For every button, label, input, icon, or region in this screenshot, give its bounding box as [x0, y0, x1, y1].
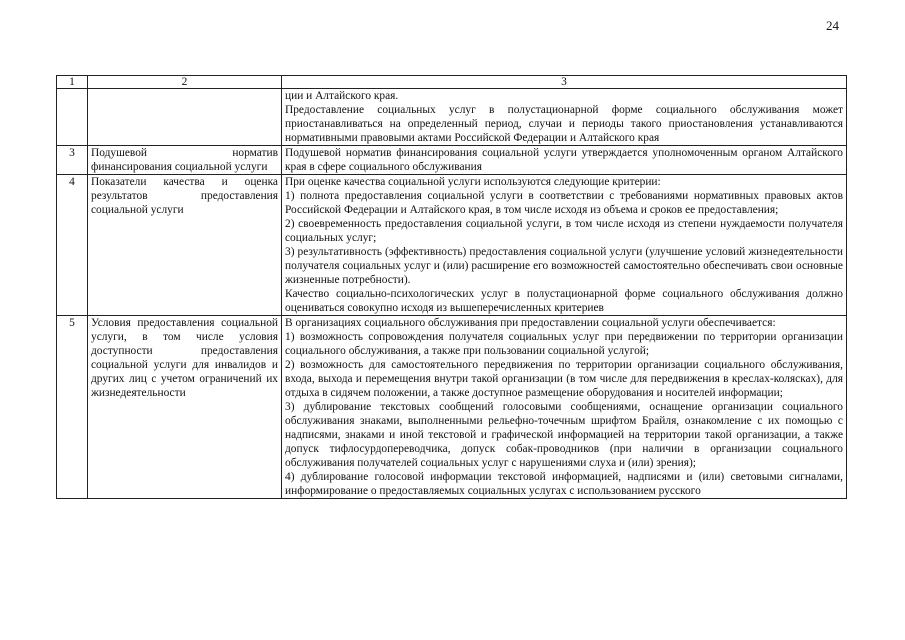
- row-name: Условия предоставления социальной услуги, в том числе условия доступности предоставления социальной услуги для инвалидов и других лиц с учетом ограничений их жизнедеятельности: [88, 316, 282, 499]
- row-number: 5: [57, 316, 88, 499]
- row-paragraph: 3) дублирование текстовых сообщений голосовыми сообщениями, оснащение организации социального обслуживания знаками, выполненными рельефно-точечным шрифтом Брайля, ознакомление с их помощью с надписями, знаками и иной текстовой и графической информацией на территории такой организации, а также допуск тифлосурдопереводчика, допуск собак-проводников (при наличии в организации социального обслуживания получателей социальных услуг с нарушениями слуха и (или) зрения);: [285, 401, 843, 469]
- header-cell-2: 2: [88, 76, 282, 89]
- table-row: [57, 146, 847, 175]
- row-number: 4: [57, 175, 88, 316]
- row-paragraph: 4) дублирование голосовой информации текстовой информацией, надписями и (или) световыми сигналами, информирование о предоставляемых социальных услугах с использованием русского: [285, 471, 843, 497]
- row-paragraph: 2) своевременность предоставления социальной услуги, в том числе исходя из степени нуждаемости получателя социальных услуг;: [285, 218, 843, 244]
- row-paragraph: 1) полнота предоставления социальной услуги в соответствии с требованиями нормативных правовых актов Российской Федерации и Алтайского края, в том числе исходя из объема и сроков ее предоставления;: [285, 190, 843, 216]
- header-cell-3: 3: [282, 76, 847, 89]
- row-paragraph: При оценке качества социальной услуги используются следующие критерии:: [285, 176, 661, 188]
- row-content: [282, 146, 847, 175]
- row-number: 3: [57, 146, 88, 175]
- row-name: Показатели качества и оценка результатов предоставления социальной услуги: [88, 175, 282, 316]
- row-paragraph: Качество социально-психологических услуг в полустационарной форме социального обслуживания должно оцениваться совокупно исходя из вышеперечисленных критериев: [285, 288, 843, 314]
- services-table: [56, 75, 847, 499]
- row-paragraph: Подушевой норматив финансирования социальной услуги утверждается уполномоченным органом Алтайского края в сфере социального обслуживания: [285, 147, 843, 173]
- table-row: [57, 316, 847, 499]
- row-content: [282, 316, 847, 499]
- row-paragraph: Предоставление социальных услуг в полустационарной форме социального обслуживания может приостанавливаться на определенный период, случаи и периоды такого приостановления устанавливаются нормативными правовыми актами Российской Федерации и Алтайского края: [285, 104, 843, 144]
- row-content: [282, 89, 847, 146]
- row-paragraph: 3) результативность (эффективность) предоставления социальной услуги (улучшение условий жизнедеятельности получателя социальных услуг и (или) расширение его возможностей самостоятельно обеспечивать свои основные жизненные потребности).: [285, 246, 843, 286]
- table-row: [57, 175, 847, 316]
- table-row: [57, 89, 847, 146]
- page-number: 24: [826, 18, 839, 33]
- row-number: [57, 89, 88, 146]
- header-cell-1: 1: [57, 76, 88, 89]
- row-paragraph: В организациях социального обслуживания при предоставлении социальной услуги обеспечивается:: [285, 317, 776, 329]
- row-paragraph: ции и Алтайского края.: [285, 90, 399, 102]
- row-name: Подушевой норматив финансирования социальной услуги: [88, 146, 282, 175]
- row-name: [88, 89, 282, 146]
- row-content: [282, 175, 847, 316]
- table-header-row: [57, 76, 847, 89]
- row-paragraph: 1) возможность сопровождения получателя социальных услуг при передвижении по территории организации социального обслуживания, а также при пользовании социальной услугой;: [285, 331, 843, 357]
- row-paragraph: 2) возможность для самостоятельного передвижения по территории организации социального обслуживания, входа, выхода и перемещения внутри такой организации (в том числе для передвижения в креслах-колясках), для отдыха в сидячем положении, а также доступное размещение оборудования и носителей информации;: [285, 359, 843, 399]
